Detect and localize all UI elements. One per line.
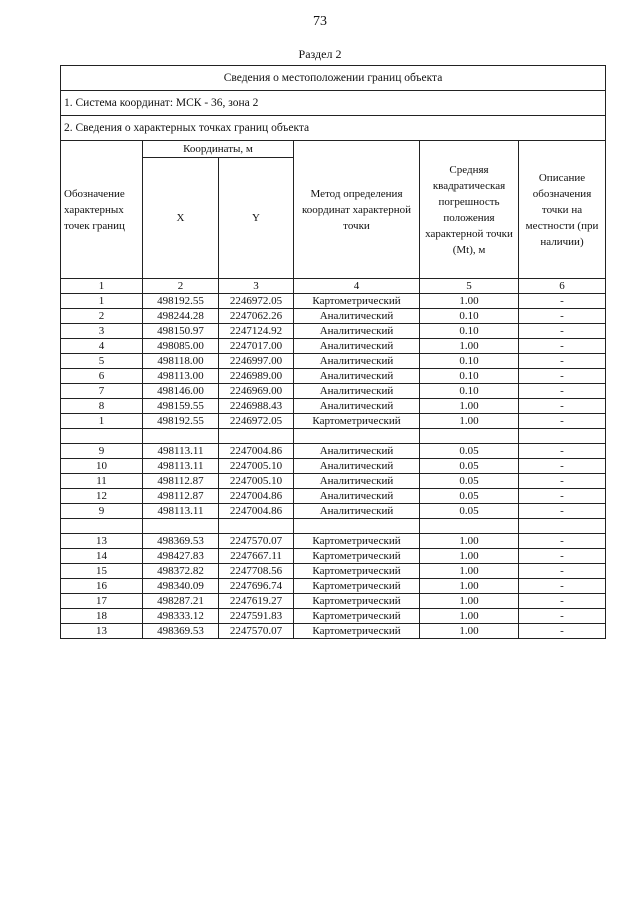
description-cell: - — [519, 534, 606, 549]
point-number-cell: 17 — [61, 594, 143, 609]
error-cell: 0.10 — [420, 354, 519, 369]
description-cell: - — [519, 459, 606, 474]
error-cell: 1.00 — [420, 339, 519, 354]
table-row — [61, 534, 606, 549]
method-cell: Картометрический — [294, 294, 420, 309]
y-coordinate-cell: 2246997.00 — [219, 354, 294, 369]
description-cell: - — [519, 489, 606, 504]
point-number-cell: 8 — [61, 399, 143, 414]
method-cell: Картометрический — [294, 549, 420, 564]
empty-cell — [219, 519, 294, 534]
header-designation: Обозначение характерных точек границ — [61, 141, 143, 279]
error-cell: 1.00 — [420, 549, 519, 564]
y-coordinate-cell: 2247005.10 — [219, 474, 294, 489]
error-cell: 1.00 — [420, 594, 519, 609]
point-number-cell: 6 — [61, 369, 143, 384]
method-cell: Аналитический — [294, 459, 420, 474]
y-coordinate-cell: 2246988.43 — [219, 399, 294, 414]
point-number-cell: 2 — [61, 309, 143, 324]
method-cell: Аналитический — [294, 324, 420, 339]
y-coordinate-cell: 2247004.86 — [219, 444, 294, 459]
x-coordinate-cell: 498333.12 — [143, 609, 219, 624]
point-number-cell: 4 — [61, 339, 143, 354]
table-title-row — [61, 66, 606, 91]
method-cell: Картометрический — [294, 594, 420, 609]
x-coordinate-cell: 498340.09 — [143, 579, 219, 594]
table-title: Сведения о местоположении границ объекта — [61, 66, 606, 91]
point-number-cell: 1 — [61, 414, 143, 429]
table-row — [61, 549, 606, 564]
error-cell: 1.00 — [420, 609, 519, 624]
empty-cell — [519, 429, 606, 444]
method-cell: Аналитический — [294, 444, 420, 459]
error-cell: 0.10 — [420, 324, 519, 339]
empty-cell — [61, 519, 143, 534]
y-coordinate-cell: 2247667.11 — [219, 549, 294, 564]
table-row — [61, 564, 606, 579]
point-number-cell: 7 — [61, 384, 143, 399]
error-cell: 0.05 — [420, 474, 519, 489]
coord-system: 1. Система координат: МСК - 36, зона 2 — [61, 91, 606, 116]
method-cell: Аналитический — [294, 474, 420, 489]
table-row — [61, 459, 606, 474]
point-number-cell: 9 — [61, 444, 143, 459]
x-coordinate-cell: 498112.87 — [143, 489, 219, 504]
table-row — [61, 609, 606, 624]
y-coordinate-cell: 2247708.56 — [219, 564, 294, 579]
y-coordinate-cell: 2247004.86 — [219, 489, 294, 504]
method-cell: Картометрический — [294, 609, 420, 624]
error-cell: 1.00 — [420, 414, 519, 429]
method-cell: Аналитический — [294, 384, 420, 399]
y-coordinate-cell: 2247570.07 — [219, 624, 294, 639]
method-cell: Картометрический — [294, 414, 420, 429]
y-coordinate-cell: 2247591.83 — [219, 609, 294, 624]
y-coordinate-cell: 2247696.74 — [219, 579, 294, 594]
description-cell: - — [519, 294, 606, 309]
y-coordinate-cell: 2247005.10 — [219, 459, 294, 474]
header-x: X — [143, 158, 219, 279]
method-cell: Аналитический — [294, 399, 420, 414]
point-number-cell: 16 — [61, 579, 143, 594]
point-number-cell: 12 — [61, 489, 143, 504]
description-cell: - — [519, 474, 606, 489]
empty-cell — [420, 519, 519, 534]
table-row — [61, 504, 606, 519]
y-coordinate-cell: 2247570.07 — [219, 534, 294, 549]
x-coordinate-cell: 498118.00 — [143, 354, 219, 369]
point-number-cell: 13 — [61, 624, 143, 639]
error-cell: 0.10 — [420, 384, 519, 399]
x-coordinate-cell: 498369.53 — [143, 534, 219, 549]
column-number: 4 — [294, 279, 420, 294]
column-number: 5 — [420, 279, 519, 294]
point-number-cell: 15 — [61, 564, 143, 579]
error-cell: 0.10 — [420, 369, 519, 384]
boundary-table — [60, 65, 606, 639]
points-title: 2. Сведения о характерных точках границ объекта — [61, 116, 606, 141]
description-cell: - — [519, 399, 606, 414]
table-row — [61, 354, 606, 369]
point-number-cell: 3 — [61, 324, 143, 339]
x-coordinate-cell: 498113.00 — [143, 369, 219, 384]
y-coordinate-cell: 2247004.86 — [219, 504, 294, 519]
point-number-cell: 5 — [61, 354, 143, 369]
method-cell: Аналитический — [294, 309, 420, 324]
table-row — [61, 414, 606, 429]
empty-cell — [294, 519, 420, 534]
method-cell: Аналитический — [294, 504, 420, 519]
table-row — [61, 489, 606, 504]
empty-cell — [143, 429, 219, 444]
x-coordinate-cell: 498369.53 — [143, 624, 219, 639]
y-coordinate-cell: 2246969.00 — [219, 384, 294, 399]
table-row — [61, 294, 606, 309]
column-number: 6 — [519, 279, 606, 294]
description-cell: - — [519, 579, 606, 594]
method-cell: Картометрический — [294, 579, 420, 594]
error-cell: 0.10 — [420, 309, 519, 324]
column-numbers-row — [61, 279, 606, 294]
x-coordinate-cell: 498372.82 — [143, 564, 219, 579]
y-coordinate-cell: 2247619.27 — [219, 594, 294, 609]
method-cell: Аналитический — [294, 369, 420, 384]
column-number: 3 — [219, 279, 294, 294]
x-coordinate-cell: 498427.83 — [143, 549, 219, 564]
x-coordinate-cell: 498159.55 — [143, 399, 219, 414]
method-cell: Картометрический — [294, 564, 420, 579]
x-coordinate-cell: 498113.11 — [143, 444, 219, 459]
table-row — [61, 324, 606, 339]
description-cell: - — [519, 594, 606, 609]
method-cell: Аналитический — [294, 489, 420, 504]
table-row — [61, 369, 606, 384]
x-coordinate-cell: 498244.28 — [143, 309, 219, 324]
empty-cell — [294, 429, 420, 444]
method-cell: Картометрический — [294, 624, 420, 639]
x-coordinate-cell: 498287.21 — [143, 594, 219, 609]
table-row — [61, 309, 606, 324]
error-cell: 1.00 — [420, 579, 519, 594]
method-cell: Аналитический — [294, 354, 420, 369]
description-cell: - — [519, 549, 606, 564]
method-cell: Аналитический — [294, 339, 420, 354]
section-title: Раздел 2 — [298, 47, 342, 61]
error-cell: 1.00 — [420, 294, 519, 309]
column-number: 2 — [143, 279, 219, 294]
point-number-cell: 13 — [61, 534, 143, 549]
table-row — [61, 339, 606, 354]
group-separator-row — [61, 429, 606, 444]
description-cell: - — [519, 414, 606, 429]
description-cell: - — [519, 444, 606, 459]
y-coordinate-cell: 2246972.05 — [219, 294, 294, 309]
x-coordinate-cell: 498150.97 — [143, 324, 219, 339]
header-row-top — [61, 141, 606, 158]
error-cell: 1.00 — [420, 564, 519, 579]
method-cell: Картометрический — [294, 534, 420, 549]
description-cell: - — [519, 369, 606, 384]
description-cell: - — [519, 339, 606, 354]
table-row — [61, 384, 606, 399]
description-cell: - — [519, 384, 606, 399]
point-number-cell: 14 — [61, 549, 143, 564]
empty-cell — [219, 429, 294, 444]
x-coordinate-cell: 498112.87 — [143, 474, 219, 489]
description-cell: - — [519, 504, 606, 519]
point-number-cell: 1 — [61, 294, 143, 309]
column-number: 1 — [61, 279, 143, 294]
error-cell: 1.00 — [420, 399, 519, 414]
point-number-cell: 11 — [61, 474, 143, 489]
error-cell: 1.00 — [420, 624, 519, 639]
y-coordinate-cell: 2247017.00 — [219, 339, 294, 354]
x-coordinate-cell: 498192.55 — [143, 294, 219, 309]
boundary-table-body — [61, 66, 606, 639]
description-cell: - — [519, 564, 606, 579]
table-row — [61, 624, 606, 639]
coord-system-row — [61, 91, 606, 116]
table-row — [61, 474, 606, 489]
point-number-cell: 9 — [61, 504, 143, 519]
x-coordinate-cell: 498113.11 — [143, 504, 219, 519]
table-row — [61, 594, 606, 609]
empty-cell — [143, 519, 219, 534]
y-coordinate-cell: 2247124.92 — [219, 324, 294, 339]
description-cell: - — [519, 624, 606, 639]
point-number-cell: 10 — [61, 459, 143, 474]
y-coordinate-cell: 2246989.00 — [219, 369, 294, 384]
description-cell: - — [519, 324, 606, 339]
header-description: Описание обозначения точки на местности (при наличии) — [519, 141, 606, 279]
group-separator-row — [61, 519, 606, 534]
table-row — [61, 579, 606, 594]
description-cell: - — [519, 309, 606, 324]
x-coordinate-cell: 498146.00 — [143, 384, 219, 399]
table-row — [61, 444, 606, 459]
error-cell: 0.05 — [420, 459, 519, 474]
x-coordinate-cell: 498113.11 — [143, 459, 219, 474]
point-number-cell: 18 — [61, 609, 143, 624]
points-title-row — [61, 116, 606, 141]
table-row — [61, 399, 606, 414]
header-coordinates: Координаты, м — [143, 141, 294, 158]
page-number: 73 — [313, 14, 327, 29]
error-cell: 0.05 — [420, 489, 519, 504]
header-method: Метод определения координат характерной точки — [294, 141, 420, 279]
empty-cell — [519, 519, 606, 534]
description-cell: - — [519, 609, 606, 624]
y-coordinate-cell: 2246972.05 — [219, 414, 294, 429]
x-coordinate-cell: 498085.00 — [143, 339, 219, 354]
error-cell: 0.05 — [420, 444, 519, 459]
error-cell: 0.05 — [420, 504, 519, 519]
header-y: Y — [219, 158, 294, 279]
y-coordinate-cell: 2247062.26 — [219, 309, 294, 324]
description-cell: - — [519, 354, 606, 369]
x-coordinate-cell: 498192.55 — [143, 414, 219, 429]
empty-cell — [420, 429, 519, 444]
empty-cell — [61, 429, 143, 444]
header-error: Средняя квадратическая погрешность положения характерной точки (Mt), м — [420, 141, 519, 279]
error-cell: 1.00 — [420, 534, 519, 549]
